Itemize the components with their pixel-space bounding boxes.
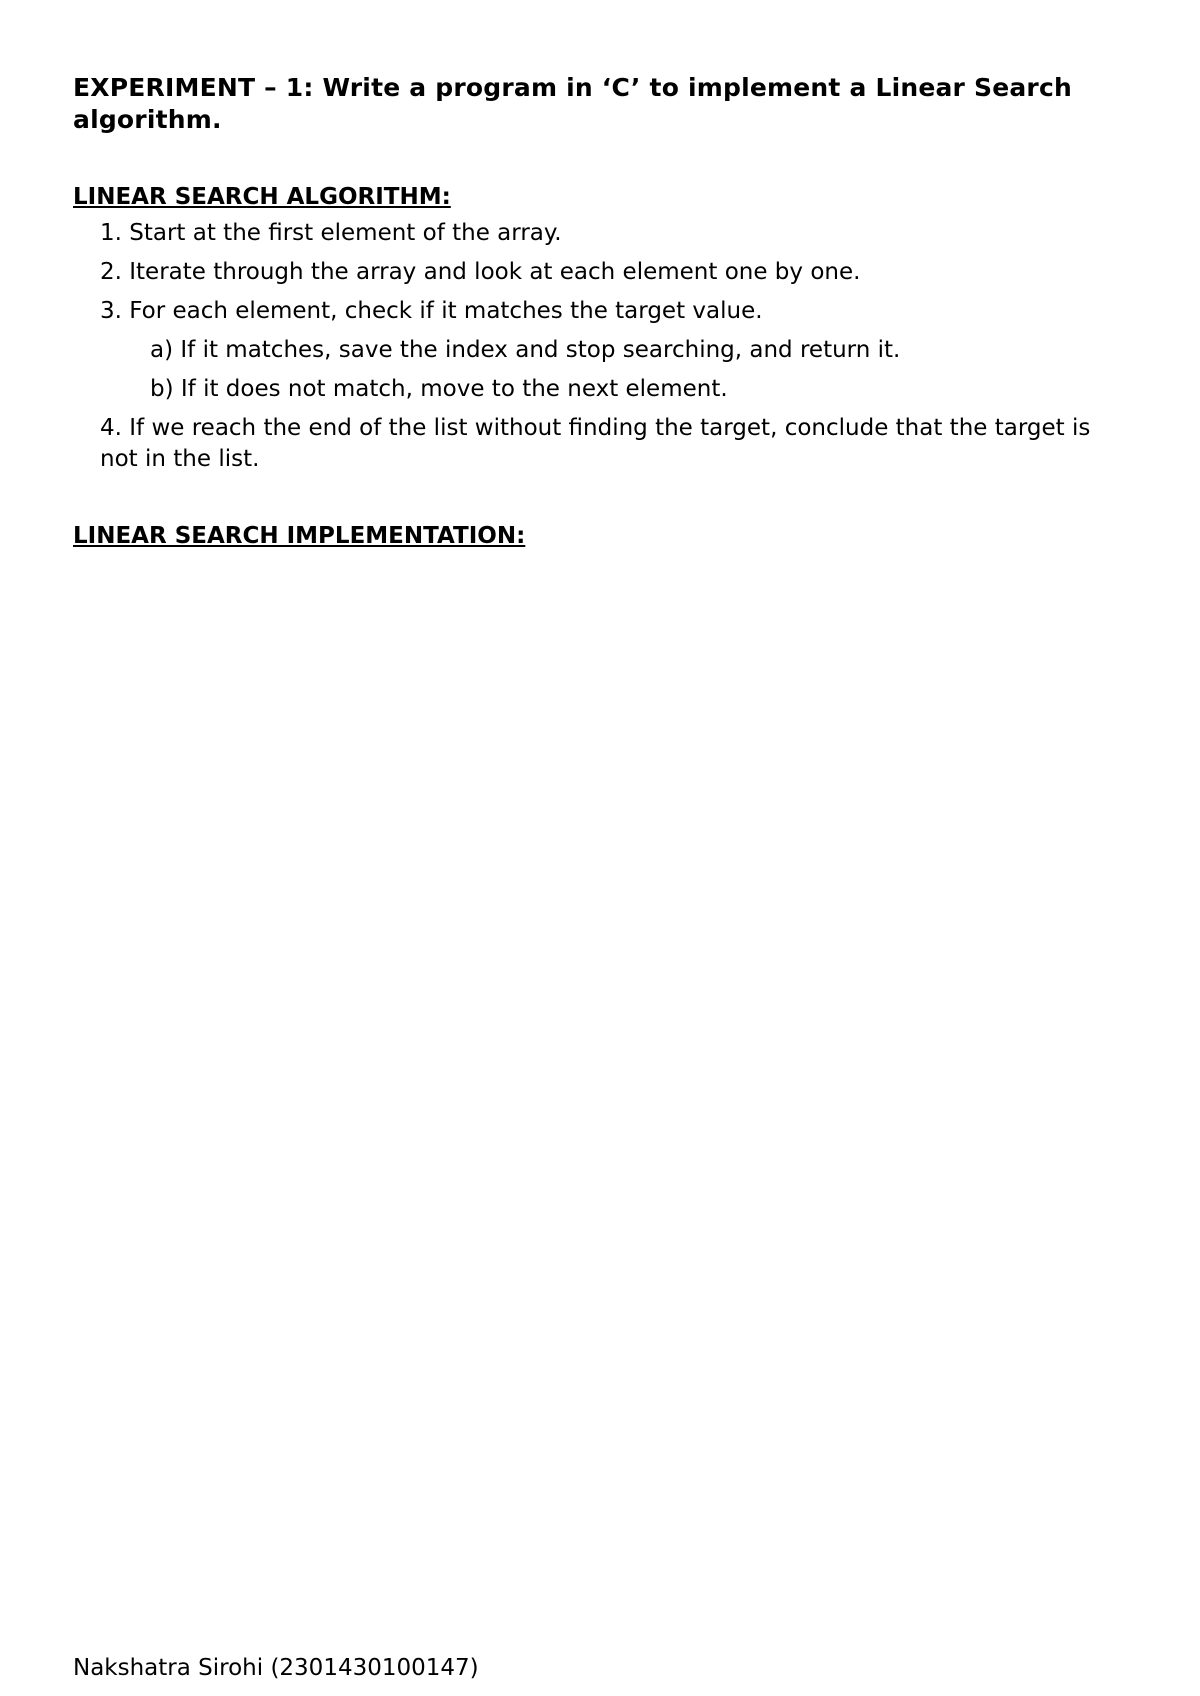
implementation-heading: LINEAR SEARCH IMPLEMENTATION: bbox=[73, 523, 526, 549]
algorithm-step-3b: b) If it does not match, move to the next element. bbox=[150, 376, 728, 402]
algorithm-step-3a: a) If it matches, save the index and stop searching, and return it. bbox=[150, 337, 901, 363]
document-page bbox=[73, 72, 1133, 551]
algorithm-heading: LINEAR SEARCH ALGORITHM: bbox=[73, 184, 451, 210]
algorithm-step-1: 1. Start at the first element of the array. bbox=[100, 220, 562, 246]
author-footer: Nakshatra Sirohi (2301430100147) bbox=[73, 1655, 479, 1681]
algorithm-step-4: 4. If we reach the end of the list without finding the target, conclude that the target is not in the list. bbox=[100, 415, 1091, 472]
algorithm-step-2: 2. Iterate through the array and look at each element one by one. bbox=[100, 259, 861, 285]
algorithm-step-3: 3. For each element, check if it matches the target value. bbox=[100, 298, 763, 324]
algorithm-steps bbox=[73, 218, 1133, 475]
experiment-title: EXPERIMENT – 1: Write a program in ‘C’ to implement a Linear Search algorithm. bbox=[73, 73, 1072, 134]
